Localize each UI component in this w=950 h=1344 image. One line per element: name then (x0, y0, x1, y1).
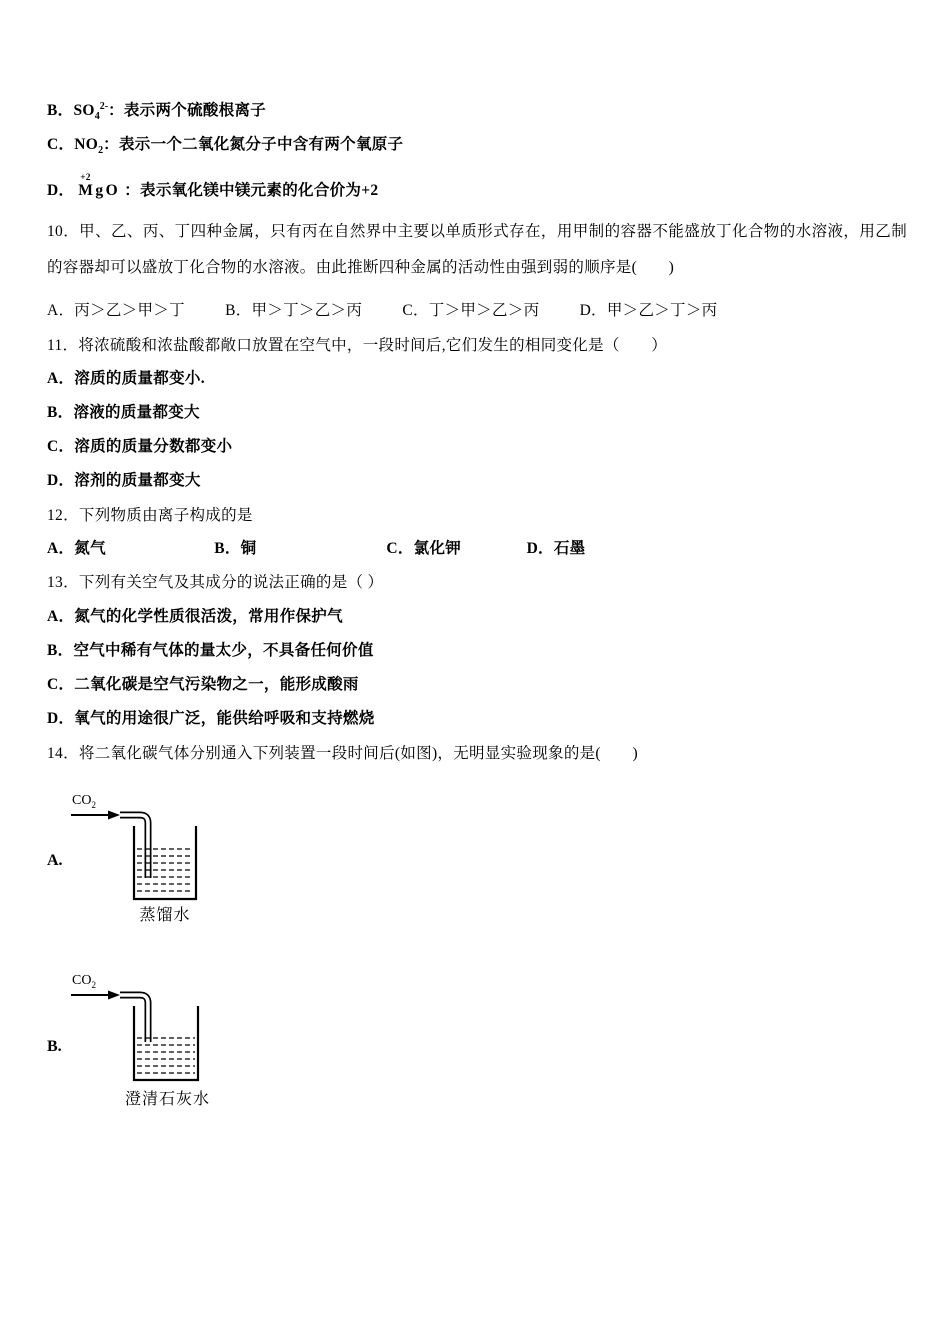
q14-diagram-b-caption: 澄清石灰水 (124, 1091, 210, 1108)
q9-option-b (47, 98, 266, 122)
gas-label: $CO_2$ (72, 793, 96, 810)
formula-with-valence (78, 173, 121, 200)
q9-option-d (47, 173, 379, 200)
q12-option-c: C．氯化钾 (386, 540, 462, 557)
q10-option-a: A．丙＞乙＞甲＞丁 (47, 302, 185, 319)
formula-base: NO (74, 136, 99, 153)
q12-option-d: D．石墨 (526, 540, 586, 557)
liquid-hatching (137, 1038, 195, 1073)
q13-option-d: D．氧气的用途很广泛，能供给呼吸和支持燃烧 (47, 710, 375, 727)
option-text: ：表示氧化镁中镁元素的化合价为+2 (124, 182, 379, 199)
q9-option-c (47, 132, 403, 156)
q12-option-a: A．氮气 (47, 540, 106, 557)
gas-flow-arrowhead (108, 991, 120, 1000)
q10-option-d: D．甲＞乙＞丁＞丙 (579, 302, 718, 319)
q14-diagram-a-caption: 蒸馏水 (139, 907, 191, 924)
q11-option-c: C．溶质的质量分数都变小 (47, 438, 233, 455)
q12-option-b: B．铜 (214, 540, 257, 557)
q13-option-a: A．氮气的化学性质很活泼，常用作保护气 (47, 608, 343, 625)
q11-option-d: D．溶剂的质量都变大 (47, 472, 201, 489)
valence-mark: +2 (80, 173, 91, 183)
q14-diagram-a (70, 792, 230, 904)
option-text: ：表示一个二氧化氮分子中含有两个氧原子 (103, 136, 404, 153)
q14-diagram-b (70, 972, 230, 1087)
q11-option-b: B．溶液的质量都变大 (47, 404, 200, 421)
q12-options (47, 536, 585, 558)
q13-option-b: B．空气中稀有气体的量太少，不具备任何价值 (47, 642, 374, 659)
q14-diagram-a-label: A. (47, 852, 63, 869)
q10-option-c: C．丁＞甲＞乙＞丙 (402, 302, 540, 319)
q14-diagram-b-label: B. (47, 1038, 62, 1055)
q10-stem: 10．甲、乙、丙、丁四种金属，只有丙在自然界中主要以单质形式存在，用甲制的容器不能盛放丁化合物的水溶液，用乙制的容器却可以盛放丁化合物的水溶液。由此推断四种金属的活动性由强到弱的顺序是( ) (47, 223, 907, 276)
option-label: B． (47, 102, 74, 119)
q14-stem: 14．将二氧化碳气体分别通入下列装置一段时间后(如图)，无明显实验现象的是( ) (47, 745, 638, 762)
formula-subscript: 4 (94, 111, 100, 122)
beaker-outline (134, 1006, 198, 1080)
gas-label: $CO_2$ (72, 973, 96, 990)
q10-option-b: B．甲＞丁＞乙＞丙 (225, 302, 363, 319)
option-label: C． (47, 136, 75, 153)
option-label: D． (47, 182, 75, 199)
q11-option-a: A．溶质的质量都变小. (47, 370, 205, 387)
formula-base: SO (73, 102, 95, 119)
formula-superscript: 2- (99, 101, 109, 112)
formula-subscript: 2 (98, 145, 104, 156)
q13-option-c: C．二氧化碳是空气污染物之一，能形成酸雨 (47, 676, 359, 693)
gas-flow-arrowhead (108, 811, 120, 820)
q13-stem: 13．下列有关空气及其成分的说法正确的是（ ） (47, 574, 384, 591)
option-text: ：表示两个硫酸根离子 (108, 102, 267, 119)
q11-stem: 11．将浓硫酸和浓盐酸都敞口放置在空气中，一段时间后,它们发生的相同变化是（ ） (47, 337, 668, 354)
formula-base: MgO (78, 182, 121, 199)
co2-into-distilled-water-diagram (70, 792, 230, 904)
co2-into-limewater-diagram (70, 972, 230, 1087)
q12-stem: 12．下列物质由离子构成的是 (47, 507, 253, 524)
q10-options (47, 298, 717, 320)
